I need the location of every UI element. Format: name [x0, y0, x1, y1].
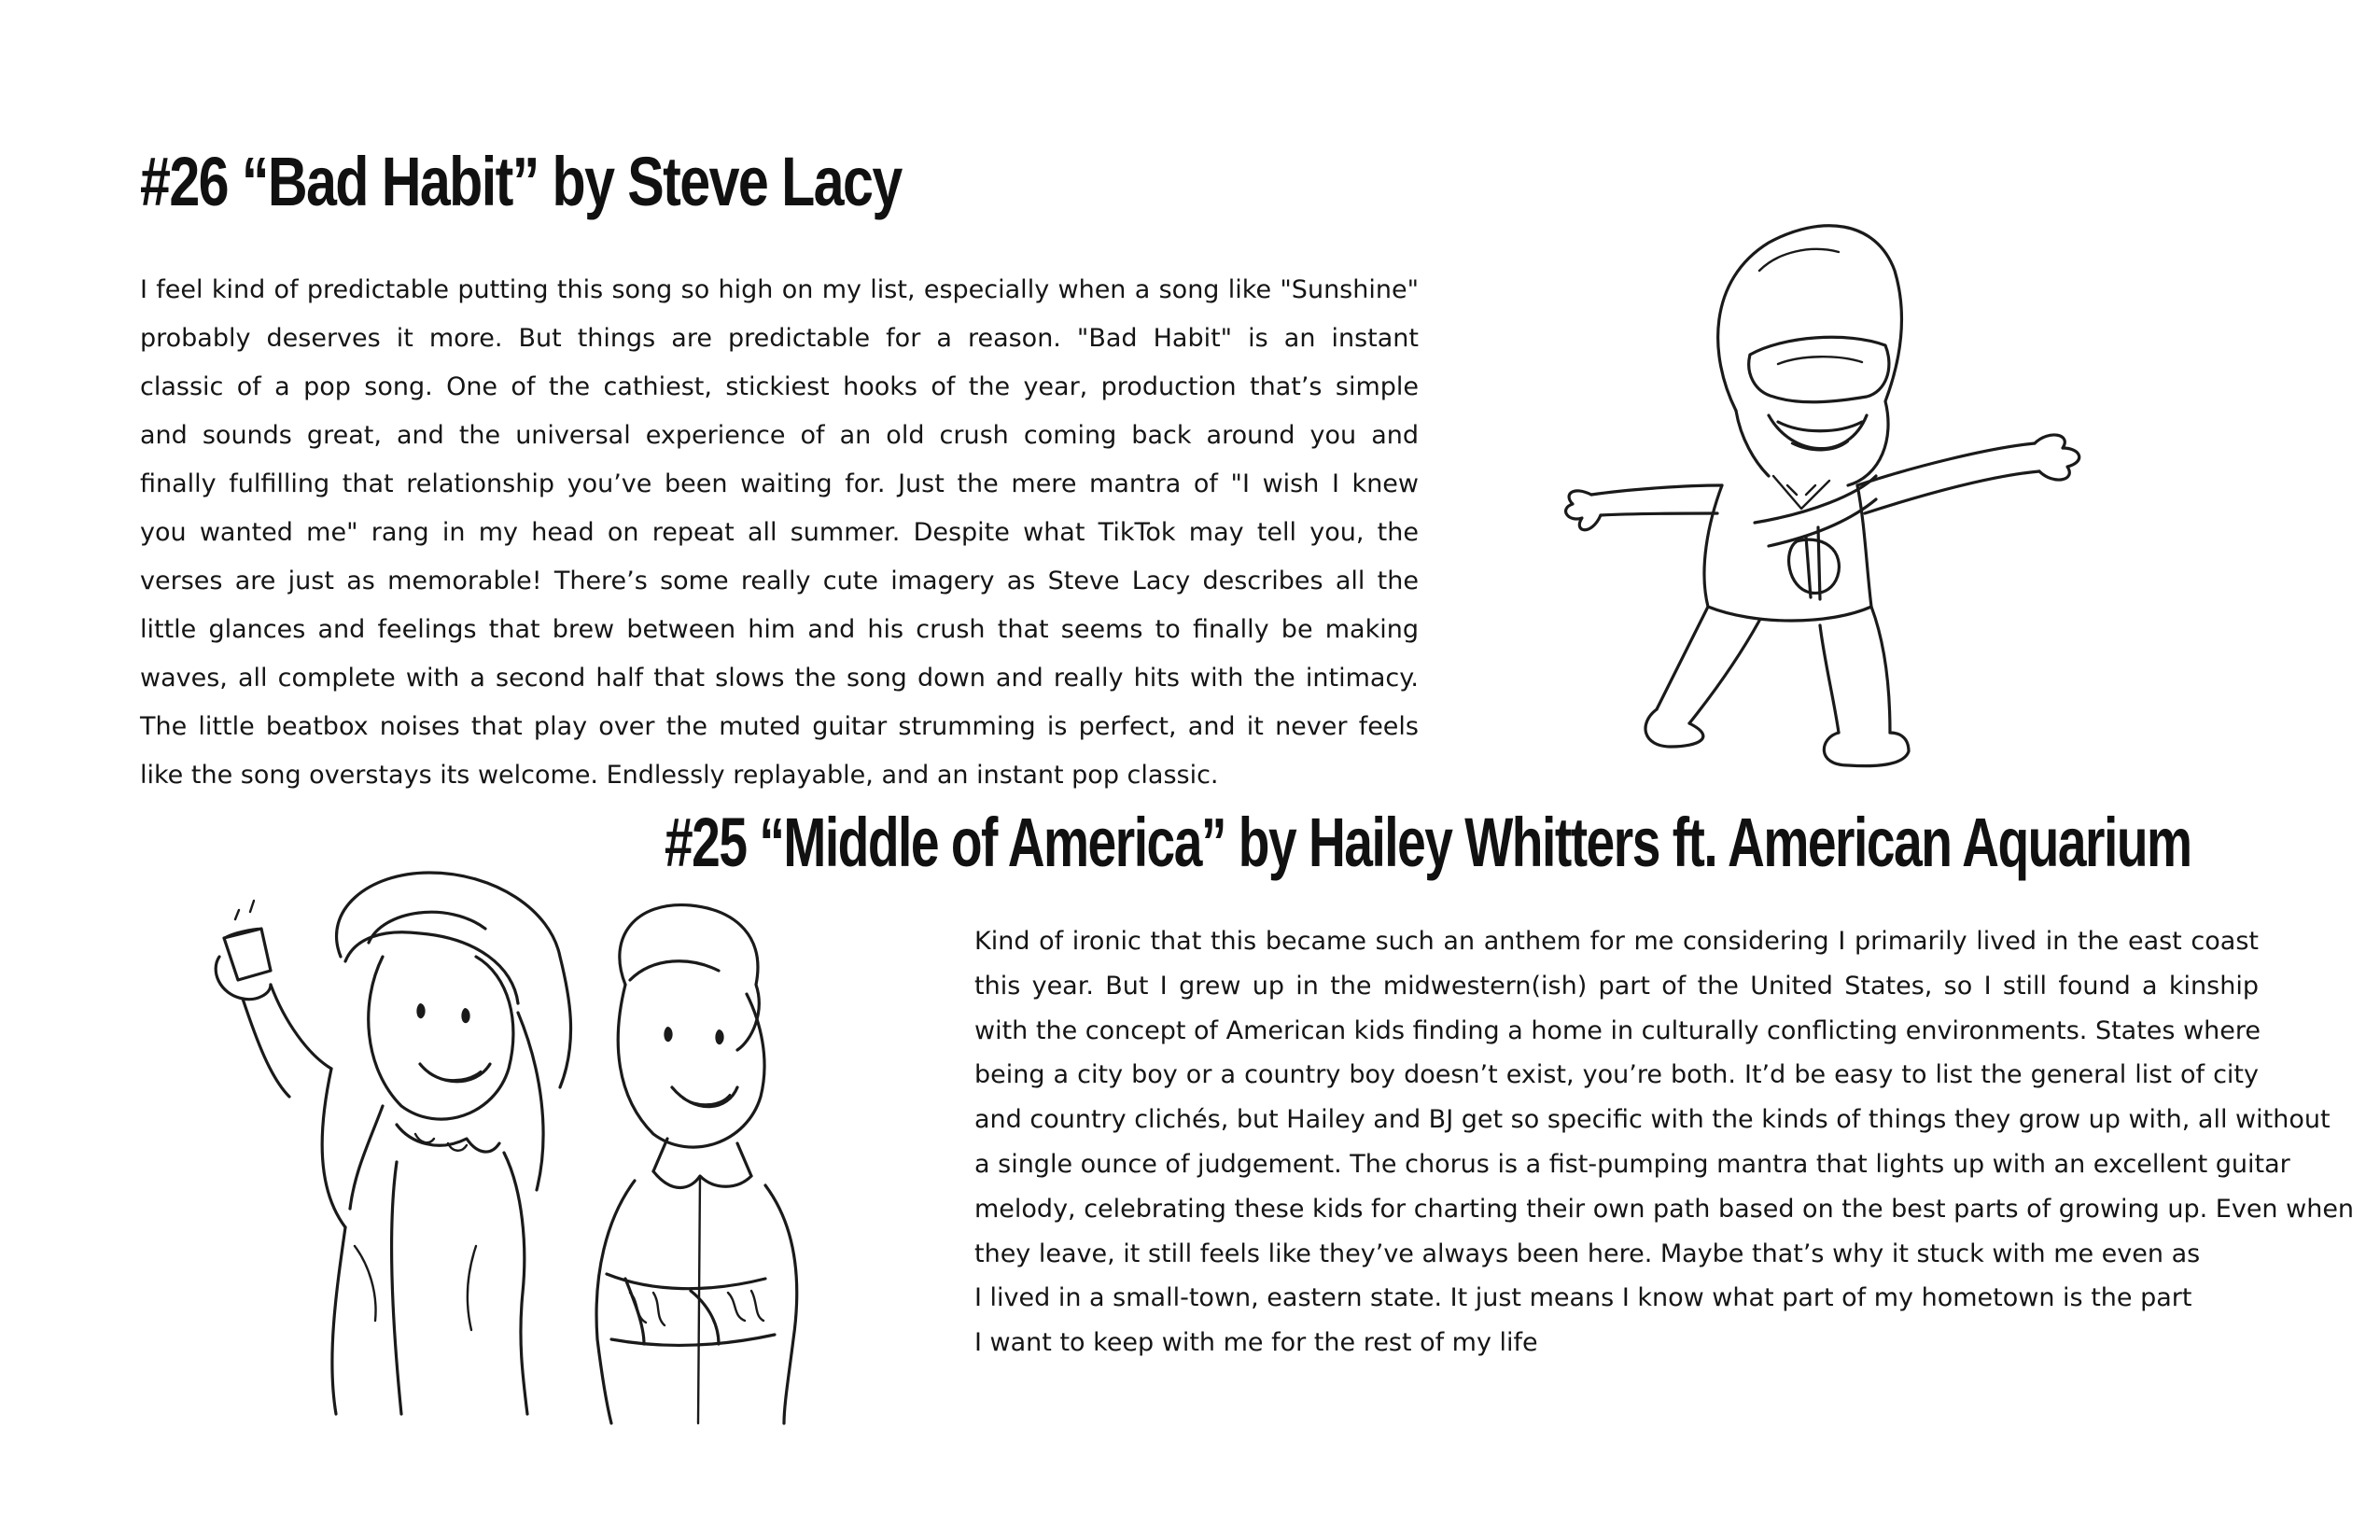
entry-26-description: [140, 266, 1419, 800]
text-line: this year. But I grew up in the midwestern(ish) part of the United States, so I still found a kinship: [974, 971, 2259, 1001]
text-line: little glances and feelings that brew between him and his crush that seems to finally be making: [140, 615, 1419, 644]
text-line: I feel kind of predictable putting this song so high on my list, especially when a song like "Sunshine": [140, 275, 1419, 304]
entry-25-description: [974, 919, 2355, 1365]
text-line: I want to keep with me for the rest of my life: [974, 1328, 1538, 1358]
text-line: melody, celebrating these kids for charting their own path based on the best parts of growing up. Even when: [974, 1194, 2355, 1224]
entry-26-title: #26 “Bad Habit” by Steve Lacy: [140, 143, 902, 220]
text-line: The little beatbox noises that play over the muted guitar strumming is perfect, and it never feels: [140, 712, 1419, 741]
couple-with-cowboy-hat-illustration: [168, 854, 877, 1423]
text-line: a single ounce of judgement. The chorus is a fist-pumping mantra that lights up with an excellent guitar: [974, 1149, 2290, 1179]
text-line: being a city boy or a country boy doesn’t exist, you’re both. It’d be easy to list the general list of city: [974, 1060, 2259, 1090]
text-line: and sounds great, and the universal experience of an old crush coming back around you and: [140, 421, 1419, 450]
text-line: classic of a pop song. One of the cathiest, stickiest hooks of the year, production that’s simple: [140, 372, 1419, 401]
text-line: like the song overstays its welcome. Endlessly replayable, and an instant pop classic.: [140, 761, 1219, 790]
text-line: they leave, it still feels like they’ve always been here. Maybe that’s why it stuck with me even as: [974, 1239, 2201, 1268]
text-line: you wanted me" rang in my head on repeat all summer. Despite what TikTok may tell you, the: [140, 518, 1419, 547]
entry-25-title: #25 “Middle of America” by Hailey Whitters ft. American Aquarium: [665, 804, 2191, 881]
text-line: I lived in a small-town, eastern state. It just means I know what part of my hometown is the part: [974, 1283, 2192, 1313]
text-line: waves, all complete with a second half that slows the song down and really hits with the intimacy.: [140, 664, 1419, 693]
text-line: and country clichés, but Hailey and BJ get so specific with the kinds of things they grow up with, all without: [974, 1105, 2331, 1135]
text-line: with the concept of American kids finding a home in culturally conflicting environments. States where: [974, 1015, 2261, 1045]
text-line: Kind of ironic that this became such an anthem for me considering I primarily lived in the east coast: [974, 927, 2259, 956]
dancing-figure-with-goggles-illustration: [1568, 215, 2165, 793]
text-line: finally fulfilling that relationship you’ve been waiting for. Just the mere mantra of "I wish I knew: [140, 469, 1419, 498]
text-line: probably deserves it more. But things are predictable for a reason. "Bad Habit" is an instant: [140, 324, 1419, 353]
text-line: verses are just as memorable! There’s some really cute imagery as Steve Lacy describes all the: [140, 567, 1419, 595]
